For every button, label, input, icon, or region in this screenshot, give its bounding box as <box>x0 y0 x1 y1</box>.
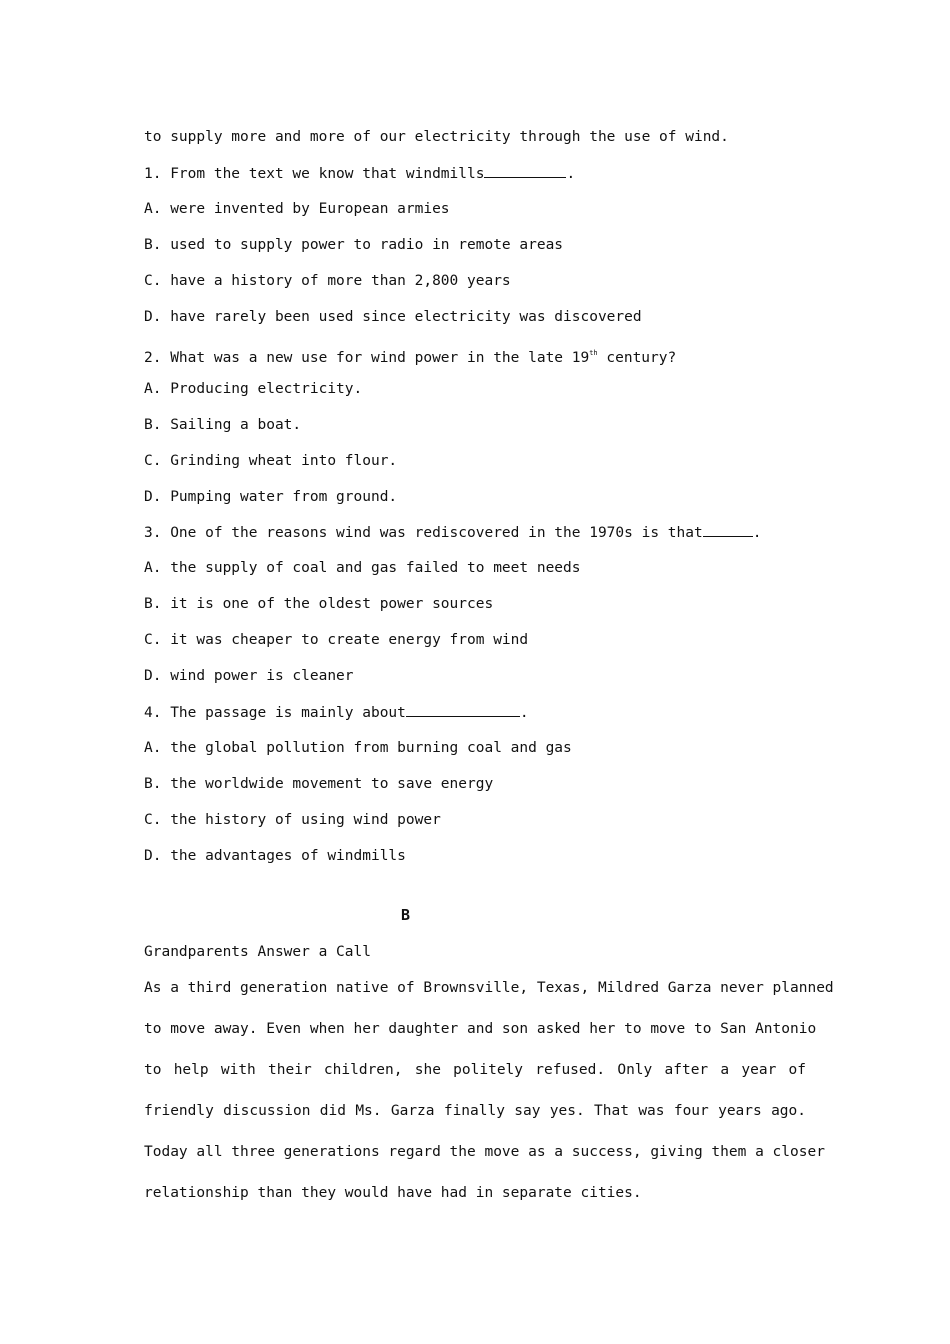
question-1-stem-end: . <box>566 166 576 182</box>
question-4-option-b: B. the worldwide movement to save energy <box>144 776 494 792</box>
question-3-option-a: A. the supply of coal and gas failed to meet needs <box>144 560 581 576</box>
question-3-option-c: C. it was cheaper to create energy from wind <box>144 632 529 648</box>
question-3-option-d: D. wind power is cleaner <box>144 668 354 684</box>
question-4-option-c: C. the history of using wind power <box>144 812 441 828</box>
paragraph-line-2: to move away. Even when her daughter and son asked her to move to San Antonio <box>144 1021 817 1037</box>
question-3-stem-text: 3. One of the reasons wind was rediscovered in the 1970s is that <box>144 525 703 541</box>
question-3-stem-end: . <box>752 525 762 541</box>
question-1-option-a: A. were invented by European armies <box>144 201 450 217</box>
question-4-stem-text: 4. The passage is mainly about <box>144 705 406 721</box>
question-2-superscript: th <box>589 349 598 357</box>
paragraph-line-3: to help with their children, she politely refused. Only after a year of <box>144 1062 806 1078</box>
question-2-option-c: C. Grinding wheat into flour. <box>144 453 398 469</box>
question-4-stem <box>144 702 529 723</box>
question-1-stem <box>144 163 575 184</box>
question-3-stem <box>144 522 761 543</box>
question-4-option-d: D. the advantages of windmills <box>144 848 406 864</box>
question-2-option-b: B. Sailing a boat. <box>144 417 302 433</box>
question-1-option-b: B. used to supply power to radio in remote areas <box>144 237 564 253</box>
question-2-stem-text: 2. What was a new use for wind power in the late 19 <box>144 350 590 366</box>
paragraph-line-6: relationship than they would have had in separate cities. <box>144 1185 642 1201</box>
question-4-stem-end: . <box>519 705 529 721</box>
question-3-answer-blank <box>703 522 753 537</box>
section-b-title: Grandparents Answer a Call <box>144 944 371 960</box>
paragraph-line-4: friendly discussion did Ms. Garza finally say yes. That was four years ago. <box>144 1103 806 1119</box>
intro-line: to supply more and more of our electricity through the use of wind. <box>144 129 729 145</box>
question-2-option-a: A. Producing electricity. <box>144 381 363 397</box>
question-2-stem <box>144 343 676 368</box>
question-1-option-d: D. have rarely been used since electricity was discovered <box>144 309 642 325</box>
question-1-stem-text: 1. From the text we know that windmills <box>144 166 485 182</box>
section-b-heading: B <box>401 906 411 924</box>
question-1-option-c: C. have a history of more than 2,800 years <box>144 273 511 289</box>
question-4-answer-blank <box>406 702 520 717</box>
paragraph-line-5: Today all three generations regard the move as a success, giving them a closer <box>144 1144 825 1160</box>
question-3-option-b: B. it is one of the oldest power sources <box>144 596 494 612</box>
question-2-stem-end: century? <box>597 350 677 366</box>
question-1-answer-blank <box>484 163 566 178</box>
question-4-option-a: A. the global pollution from burning coal and gas <box>144 740 572 756</box>
question-2-option-d: D. Pumping water from ground. <box>144 489 398 505</box>
paragraph-line-1: As a third generation native of Brownsville, Texas, Mildred Garza never planned <box>144 980 834 996</box>
